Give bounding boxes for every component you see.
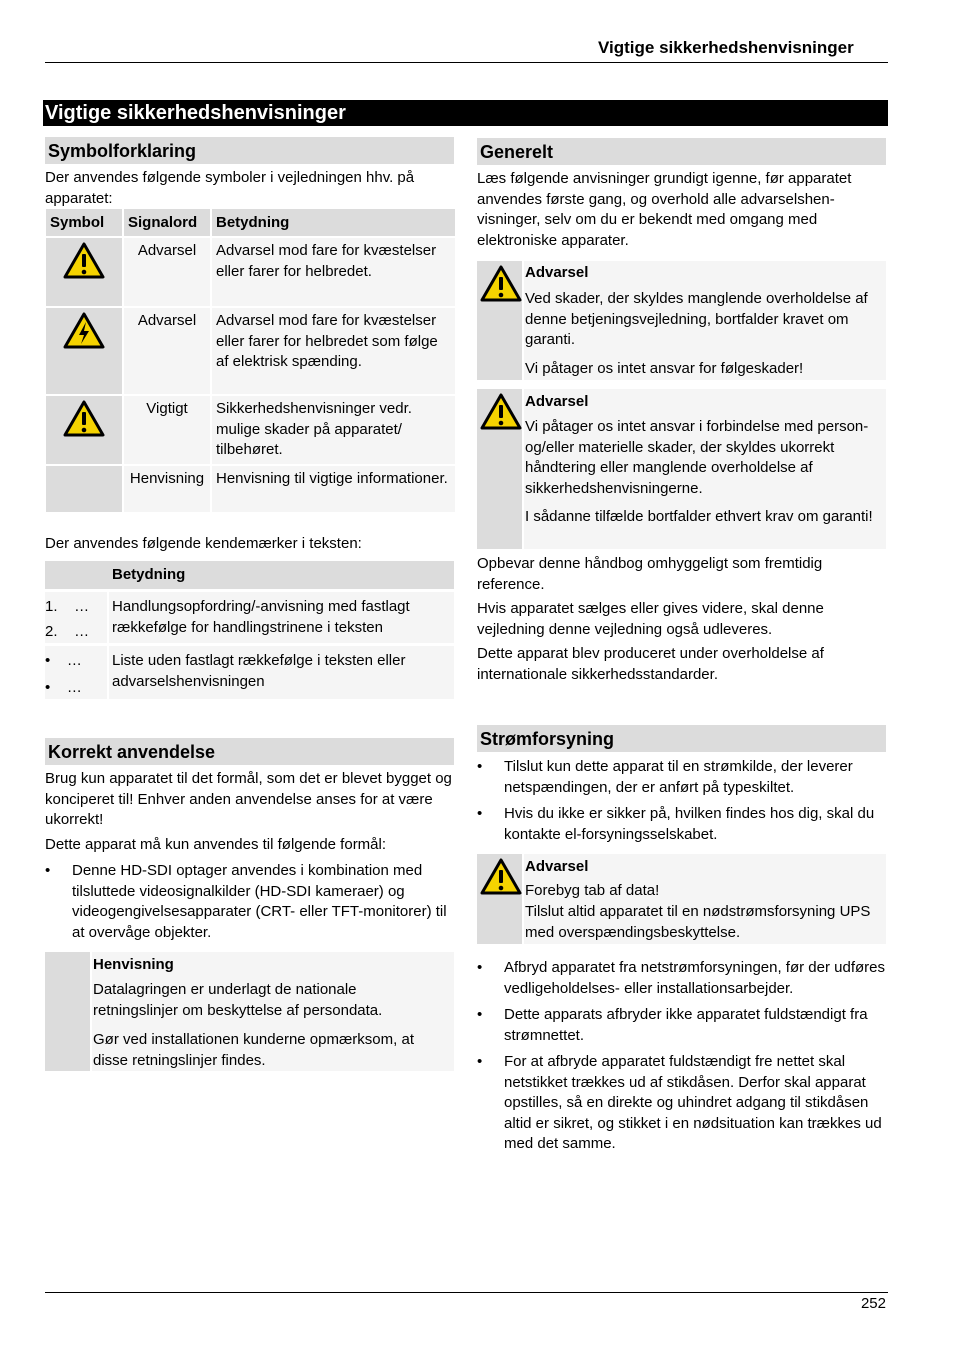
marker-meaning-cell [109,592,454,643]
signal-word: Advarsel [124,238,210,306]
warning-text: Tilslut altid apparatet til en nødstrømsforsyning UPS med overspændingsbeskyttelse. [525,903,871,941]
strom-list [477,757,887,851]
table-row [46,308,455,394]
korrekt-paragraph: Brug kun apparatet til det formål, som det er blevet bygget og konciperet til! Enhver anden anvendelse anses for at være ukorrekt! [45,770,452,828]
warning-triangle-icon [479,857,523,897]
list-item: • Dette apparats afbryder ikke apparatet fuldstændigt fra strømnettet. [477,1005,887,1046]
column-header-signalord: Signalord [124,209,210,236]
section-heading-symbolforklaring: Symbolforklaring [45,137,454,164]
note-side-bar [45,952,90,1071]
empty-symbol-cell [46,466,122,512]
warning-triangle-icon [46,396,122,464]
meaning: Liste uden fastlagt rækkefølge i teksten eller advarselshenvisningen [112,652,406,690]
list-item: • Hvis du ikke er sikker på, hvilken findes hos dig, skal du kontakte el-forsyningsselskabet. [477,804,887,845]
markers-intro: Der anvendes følgende kendemærker i teksten: [45,535,362,552]
section-heading-stromforsyning: Strømforsyning [477,725,886,752]
warning-text: Forebyg tab af data! [525,882,660,899]
generelt-paragraph: Dette apparat blev produceret under overholdelse af internationale sikkerhedsstandarder. [477,645,824,683]
note-title: Henvisning [93,956,174,973]
warning-text: I sådanne tilfælde bortfalder ethvert krav om garanti! [525,508,873,525]
signal-word: Henvisning [124,466,210,512]
meaning: Handlungsopfordring/-anvisning med fastlagt rækkefølge for handlingstrinene i teksten [112,598,410,636]
warning-text: Vi påtager os intet ansvar for følgeskader! [525,360,804,377]
warning-text: Vi påtager os intet ansvar i forbindelse med person- og/eller materielle skader, der skyldes ukorrekt håndtering eller manglende overholdelse af sikkerhedshenvisningerne. [525,418,869,497]
meaning: Advarsel mod fare for kvæstelser eller farer for helbredet som følge af elektrisk spænding. [212,308,455,394]
warning-triangle-icon [479,264,523,304]
warning-side-bar [477,854,522,944]
korrekt-list [45,861,453,949]
table-row [46,466,455,512]
warning-box [524,261,886,380]
symbol-intro: Der anvendes følgende symboler i vejledningen hhv. på apparatet: [45,169,415,207]
signal-word: Advarsel [124,308,210,394]
warning-side-bar [477,389,522,549]
symbol-table [44,207,457,514]
warning-text: Ved skader, der skyldes manglende overholdelse af denne betjeningsvejledning, bortfalder kravet om garanti. [525,290,868,348]
warning-title: Advarsel [525,393,589,410]
korrekt-paragraph: Dette apparat må kun anvendes til følgende formål: [45,836,387,853]
electric-warning-icon [46,308,122,394]
marker-numbered: 2. … [45,623,90,640]
warning-box [524,854,886,944]
generelt-paragraph: Opbevar denne håndbog omhyggeligt som fremtidig reference. [477,555,823,593]
running-header: Vigtige sikkerhedshenvisninger [598,38,854,57]
list-item: • Afbryd apparatet fra netstrømforsyningen, før der udføres vedligeholdelses- eller installationsarbejder. [477,958,887,999]
warning-box [524,389,886,549]
table-row [46,238,455,306]
header-rule [45,62,888,63]
generelt-paragraph: Læs følgende anvisninger grundigt igenne, før apparatet anvendes første gang, og overhold alle advarselshen-visninger, selv om du er bekendt med omgang med elektroniske apparater. [477,170,852,249]
warning-triangle-icon [46,238,122,306]
list-item: • Denne HD-SDI optager anvendes i kombination med tilsluttede videosignalkilder (HD-SDI kameraer) og videogengivelsesapparater (CRT- eller TFT-monitorer) til at overvåge objekter. [45,861,453,943]
marker-bullet: • … [45,679,82,696]
section-heading-korrekt-anvendelse: Korrekt anvendelse [45,738,454,765]
marker-cell [45,592,107,643]
column-header-betydning: Betydning [112,566,186,583]
generelt-paragraph: Hvis apparatet sælges eller gives videre, skal denne vejledning denne vejledning også udleveres. [477,600,824,638]
marker-cell [45,646,107,699]
note-text: Gør ved installationen kunderne opmærksom, at disse retningslinjer findes. [93,1031,414,1069]
footer-rule [45,1292,888,1293]
meaning: Henvisning til vigtige informationer. [212,466,455,512]
page-number: 252 [860,1295,886,1312]
signal-word: Vigtigt [124,396,210,464]
table-row [46,396,455,464]
marker-bullet: • … [45,652,82,669]
list-item: • For at afbryde apparatet fuldstændigt fre nettet skal netstikket trækkes ud af stikdåsen. Derfor skal apparat opstilles, så en direkte og uhindret adgang til stikdåsen altid er sikret, og stikket i en nødsituation kan trækkes ud med det samme. [477,1052,887,1155]
marker-numbered: 1. … [45,598,90,615]
meaning: Advarsel mod fare for kvæstelser eller farer for helbredet. [212,238,455,306]
markers-table-header [45,561,454,589]
section-heading-generelt: Generelt [477,138,886,165]
meaning: Sikkerhedshenvisninger vedr. mulige skader på apparatet/ tilbehøret. [212,396,455,464]
strom-list [477,958,887,1161]
warning-triangle-icon [479,392,523,432]
column-header-symbol: Symbol [46,209,122,236]
page-title: Vigtige sikkerhedshenvisninger [43,100,888,126]
note-text: Datalagringen er underlagt de nationale retningslinjer om beskyttelse af persondata. [93,981,383,1019]
warning-title: Advarsel [525,858,589,875]
marker-meaning-cell [109,646,454,699]
warning-side-bar [477,261,522,380]
list-item: • Tilslut kun dette apparat til en strømkilde, der leverer netspændingen, der er anført på typeskiltet. [477,757,887,798]
warning-title: Advarsel [525,264,589,281]
note-box [92,952,454,1071]
column-header-betydning: Betydning [212,209,455,236]
